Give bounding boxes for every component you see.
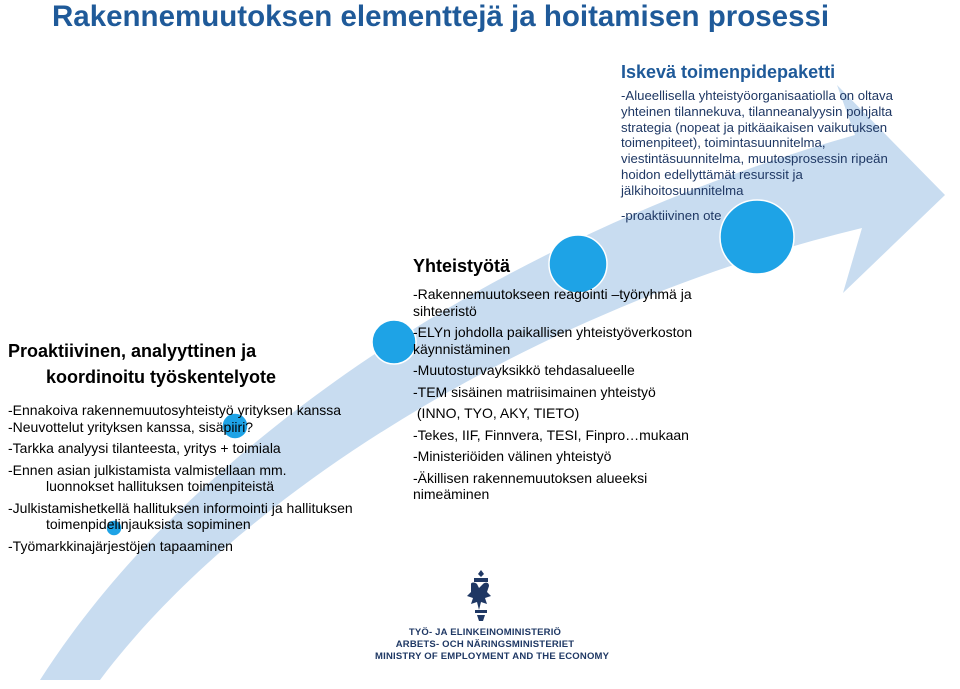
logo-line-swedish: ARBETS- OCH NÄRINGSMINISTERIET bbox=[395, 639, 575, 650]
iskeva-line: jälkihoitosuunnitelma bbox=[621, 182, 744, 198]
iskeva-last-line: -proaktiivinen ote bbox=[621, 207, 722, 223]
yhteistyo-line: nimeäminen bbox=[413, 486, 490, 502]
yhteistyo-line: -Ministeriöiden välinen yhteistyö bbox=[413, 448, 612, 464]
proaktiivinen-line: -Tarkka analyysi tilanteesta, yritys + toimiala bbox=[8, 440, 281, 456]
yhteistyo-line: -Äkillisen rakennemuutoksen alueeksi bbox=[413, 469, 648, 486]
logo-line-english: MINISTRY OF EMPLOYMENT AND THE ECONOMY bbox=[375, 651, 610, 662]
yhteistyo-line: käynnistäminen bbox=[413, 340, 511, 357]
yhteistyo-line: -Muutosturvayksikkö tehdasalueelle bbox=[413, 362, 635, 378]
iskeva-heading: Iskevä toimenpidepaketti bbox=[621, 62, 836, 82]
proaktiivinen-block bbox=[8, 338, 408, 554]
logo-line-finnish: TYÖ- JA ELINKEINOMINISTERIÖ bbox=[408, 627, 562, 638]
iskeva-block bbox=[621, 62, 951, 223]
ministry-logo bbox=[375, 568, 610, 668]
proaktiivinen-line: -Julkistamishetkellä hallituksen informointi ja hallituksen bbox=[8, 499, 353, 516]
proaktiivinen-heading-1: Proaktiivinen, analyyttinen ja bbox=[8, 341, 257, 361]
yhteistyo-line: -ELYn johdolla paikallisen yhteistyöverkoston bbox=[413, 324, 693, 340]
iskeva-line: yhteinen tilannekuva, tilanneanalyysin pohjalta bbox=[621, 103, 893, 119]
yhteistyo-line: (INNO, TYO, AKY, TIETO) bbox=[413, 405, 580, 421]
proaktiivinen-line: luonnokset hallituksen toimenpiteistä bbox=[46, 478, 275, 494]
iskeva-line: viestintäsuunnitelma, muutosprosessin ripeän bbox=[621, 151, 888, 167]
iskeva-line: hoidon edellyttämät resurssit ja bbox=[621, 166, 803, 182]
proaktiivinen-line: -Ennakoiva rakennemuutosyhteistyö yrityksen kanssa bbox=[8, 402, 342, 418]
proaktiivinen-line: -Neuvottelut yrityksen kanssa, sisäpiiri? bbox=[8, 418, 254, 435]
page-title: Rakennemuutoksen elementtejä ja hoitamisen prosessi bbox=[52, 0, 830, 33]
iskeva-line: strategia (nopeat ja pitkäaikaisen vaikutuksen bbox=[621, 119, 888, 135]
yhteistyo-line: -Rakennemuutokseen reagointi –työryhmä ja bbox=[413, 286, 692, 302]
yhteistyo-line: -TEM sisäinen matriisimainen yhteistyö bbox=[413, 383, 656, 400]
proaktiivinen-line: -Työmarkkinajärjestöjen tapaaminen bbox=[8, 537, 233, 554]
proaktiivinen-heading-2: koordinoitu työskentelyote bbox=[46, 367, 277, 387]
proaktiivinen-line: -Ennen asian julkistamista valmistellaan mm. bbox=[8, 461, 287, 478]
iskeva-line: toimenpiteet), toimintasuunnitelma, bbox=[621, 135, 826, 151]
proaktiivinen-line: toimenpidelinjauksista sopiminen bbox=[46, 516, 251, 532]
iskeva-line: -Alueellisella yhteistyöorganisaatiolla on oltava bbox=[621, 88, 893, 103]
yhteistyo-line: sihteeristö bbox=[413, 302, 477, 319]
lion-crest-icon bbox=[465, 568, 497, 624]
yhteistyo-heading: Yhteistyötä bbox=[413, 256, 511, 276]
yhteistyo-block bbox=[413, 256, 743, 503]
yhteistyo-line: -Tekes, IIF, Finnvera, TESI, Finpro…mukaan bbox=[413, 426, 689, 443]
